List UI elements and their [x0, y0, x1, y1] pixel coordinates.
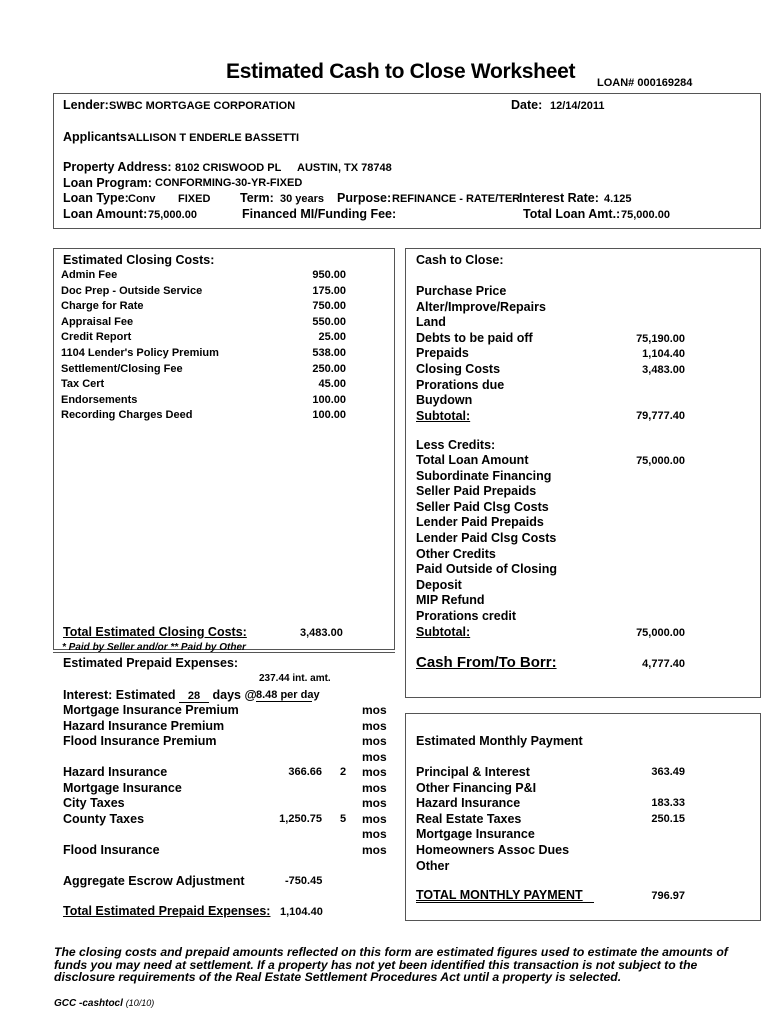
escrow-label: Hazard Insurance: [63, 765, 168, 779]
cash-item-label: Prorations due: [416, 377, 505, 392]
term-label: Term:: [240, 191, 274, 205]
closing-cost-label: Charge for Rate: [61, 300, 144, 313]
credit-item-value: 75,000.00: [636, 455, 685, 467]
cash-item-value: 1,104.40: [642, 348, 685, 361]
credit-item-label: Other Credits: [416, 546, 496, 561]
date-value: 12/14/2011: [550, 100, 605, 112]
escrow-label: City Taxes: [63, 796, 125, 811]
lender-label: Lender:: [63, 98, 109, 112]
closing-cost-label: Admin Fee: [61, 269, 118, 281]
aggregate-value: -750.45: [285, 875, 323, 887]
amount-value: 75,000.00: [148, 209, 197, 221]
purpose-value: REFINANCE - RATE/TER: [392, 193, 521, 205]
purpose-label: Purpose:: [337, 191, 392, 205]
total-loan-value: 75,000.00: [621, 209, 670, 221]
monthly-total-value: 796.97: [651, 890, 685, 902]
footer-code-text: GCC -cashtocl: [54, 998, 123, 1009]
closing-cost-label: Tax Cert: [61, 378, 105, 391]
disclaimer: The closing costs and prepaid amounts reflected on this form are estimated figures used to estimate the amounts of funds you may need at settlement. If a property has not yet been identified this transaction is not subject to the disclosure requirements of the Real Estate Settlement Procedures Act until a property is selected.: [54, 945, 728, 984]
monthly-item-label: Real Estate Taxes: [416, 811, 522, 826]
monthly-item-value: 250.15: [651, 812, 685, 825]
monthly-item-label: Homeowners Assoc Dues: [416, 843, 570, 857]
closing-cost-label: Credit Report: [61, 331, 132, 344]
closing-cost-value: 550.00: [312, 315, 346, 328]
interest-days: 28: [179, 690, 209, 703]
escrow-months: 2: [340, 766, 347, 778]
mos-label: mos: [362, 780, 387, 795]
credit-item-label: Lender Paid Prepaids: [416, 515, 544, 530]
per-day-value: 8.48 per day: [256, 689, 320, 701]
cash-item-label: Purchase Price: [416, 284, 507, 298]
escrow-label: Mortgage Insurance: [63, 780, 182, 795]
applicants-label: Applicants:: [63, 130, 132, 144]
footer-version: (10/10): [125, 998, 155, 1008]
lender-value: SWBC MORTGAGE CORPORATION: [109, 100, 296, 112]
closing-cost-value: 750.00: [312, 300, 346, 313]
closing-cost-value: 100.00: [312, 409, 346, 422]
days-label: days @: [212, 688, 257, 702]
escrow-value: 1,250.75: [279, 812, 322, 825]
credits-subtotal-label: Subtotal:: [416, 625, 471, 639]
closing-cost-label: Doc Prep - Outside Service: [61, 284, 203, 297]
escrow-months: 5: [340, 812, 347, 825]
mos-label: mos: [362, 811, 387, 826]
closing-cost-value: 538.00: [312, 347, 346, 359]
cash-item-label: Prepaids: [416, 346, 469, 361]
closing-cost-value: 45.00: [318, 378, 346, 391]
credit-item-label: Subordinate Financing: [416, 468, 552, 483]
credits-subtotal-value: 75,000.00: [636, 627, 685, 639]
credit-item-label: Total Loan Amount: [416, 453, 529, 467]
monthly-item-value: 363.49: [651, 766, 685, 778]
cash-subtotal-label: Subtotal:: [416, 409, 471, 423]
credit-item-label: Lender Paid Clsg Costs: [416, 531, 557, 545]
interest-amount: 237.44 int. amt.: [259, 673, 331, 684]
cash-item-label: Debts to be paid off: [416, 330, 533, 345]
financed-label: Financed MI/Funding Fee:: [242, 207, 397, 221]
interest-estimated-label: Interest: Estimated: [63, 688, 176, 702]
credit-item-label: Deposit: [416, 577, 462, 592]
program-value: CONFORMING-30-YR-FIXED: [155, 177, 303, 189]
closing-total-label: Total Estimated Closing Costs:: [63, 625, 247, 639]
term-value: 30 years: [280, 193, 325, 205]
monthly-item-label: Hazard Insurance: [416, 796, 521, 811]
mos-label: mos: [362, 734, 387, 749]
credit-item-label: Paid Outside of Closing: [416, 562, 557, 577]
mos-label: mos: [362, 796, 387, 811]
closing-cost-label: 1104 Lender's Policy Premium: [61, 347, 219, 359]
cash-item-value: 3,483.00: [642, 364, 685, 376]
closing-cost-value: 25.00: [318, 331, 346, 344]
aggregate-label: Aggregate Escrow Adjustment: [63, 874, 245, 888]
mos-label: mos: [362, 765, 387, 779]
property-city: AUSTIN, TX 78748: [297, 162, 392, 174]
closing-cost-value: 175.00: [312, 284, 346, 297]
mos-label: mos: [362, 703, 387, 717]
cash-subtotal-value: 79,777.40: [636, 410, 685, 422]
premium-label: Mortgage Insurance Premium: [63, 703, 239, 717]
closing-cost-value: 950.00: [312, 269, 346, 281]
escrow-label: County Taxes: [63, 811, 145, 826]
footer-code: [54, 998, 154, 1009]
per-day-rate: [256, 689, 320, 702]
closing-cost-value: 100.00: [312, 393, 346, 406]
property-street: 8102 CRISWOOD PL: [175, 162, 282, 174]
closing-cost-label: Appraisal Fee: [61, 315, 134, 328]
closing-cost-value: 250.00: [312, 362, 346, 375]
credit-item-label: Prorations credit: [416, 609, 517, 623]
cash-to-close-heading: Cash to Close:: [416, 253, 504, 267]
closing-costs-heading: Estimated Closing Costs:: [63, 253, 215, 267]
program-label: Loan Program:: [63, 176, 152, 190]
credit-item-label: MIP Refund: [416, 593, 485, 608]
prepaid-top-rule: [53, 652, 395, 653]
mos-label: mos: [362, 843, 387, 857]
interest-value: 4.125: [604, 193, 632, 205]
mos-label: mos: [362, 718, 387, 733]
less-credits-label: Less Credits:: [416, 438, 496, 452]
monthly-item-label: Principal & Interest: [416, 765, 530, 779]
type-value: Conv: [128, 193, 156, 205]
date-label: Date:: [511, 98, 543, 112]
monthly-total-underline: [416, 902, 594, 903]
loan-number: LOAN# 000169284: [597, 77, 693, 89]
prepaid-heading: Estimated Prepaid Expenses:: [63, 656, 239, 670]
monthly-total-label: TOTAL MONTHLY PAYMENT: [416, 888, 583, 902]
interest-row: [63, 688, 257, 703]
prepaid-total-label: Total Estimated Prepaid Expenses:: [63, 904, 271, 918]
monthly-item-label: Other Financing P&I: [416, 780, 537, 795]
premium-label: Flood Insurance Premium: [63, 734, 217, 749]
monthly-item-label: Mortgage Insurance: [416, 827, 535, 842]
interest-label: Interest Rate:: [519, 191, 599, 205]
type-rate: FIXED: [178, 193, 211, 205]
premium-label: Hazard Insurance Premium: [63, 718, 225, 733]
mos-label: mos: [362, 827, 387, 842]
type-label: Loan Type:: [63, 191, 129, 205]
closing-cost-label: Endorsements: [61, 393, 138, 406]
paid-by-note: * Paid by Seller and/or ** Paid by Other: [62, 642, 246, 653]
page-title: Estimated Cash to Close Worksheet: [226, 60, 576, 83]
cash-from-borrower-value: 4,777.40: [642, 658, 685, 670]
prepaid-total-value: 1,104.40: [280, 906, 323, 918]
cash-item-label: Closing Costs: [416, 362, 501, 376]
escrow-label: Flood Insurance: [63, 843, 160, 857]
mos-label: mos: [362, 750, 387, 764]
property-label: Property Address:: [63, 160, 172, 174]
closing-cost-label: Settlement/Closing Fee: [61, 362, 183, 375]
monthly-item-value: 183.33: [651, 797, 685, 810]
cash-from-borrower-label: Cash From/To Borr:: [416, 654, 557, 671]
credit-item-label: Seller Paid Clsg Costs: [416, 499, 549, 514]
total-loan-label: Total Loan Amt.:: [523, 207, 621, 221]
monthly-heading: Estimated Monthly Payment: [416, 734, 583, 748]
cash-item-label: Alter/Improve/Repairs: [416, 299, 546, 314]
applicants-value: ALLISON T ENDERLE BASSETTI: [128, 132, 300, 144]
monthly-item-label: Other: [416, 858, 450, 873]
closing-total-value: 3,483.00: [300, 627, 343, 639]
escrow-value: 366.66: [288, 766, 322, 778]
closing-cost-label: Recording Charges Deed: [61, 409, 193, 422]
cash-item-label: Land: [416, 315, 446, 330]
credit-item-label: Seller Paid Prepaids: [416, 484, 537, 499]
amount-label: Loan Amount:: [63, 207, 148, 221]
cash-item-value: 75,190.00: [636, 332, 685, 345]
cash-item-label: Buydown: [416, 393, 473, 408]
